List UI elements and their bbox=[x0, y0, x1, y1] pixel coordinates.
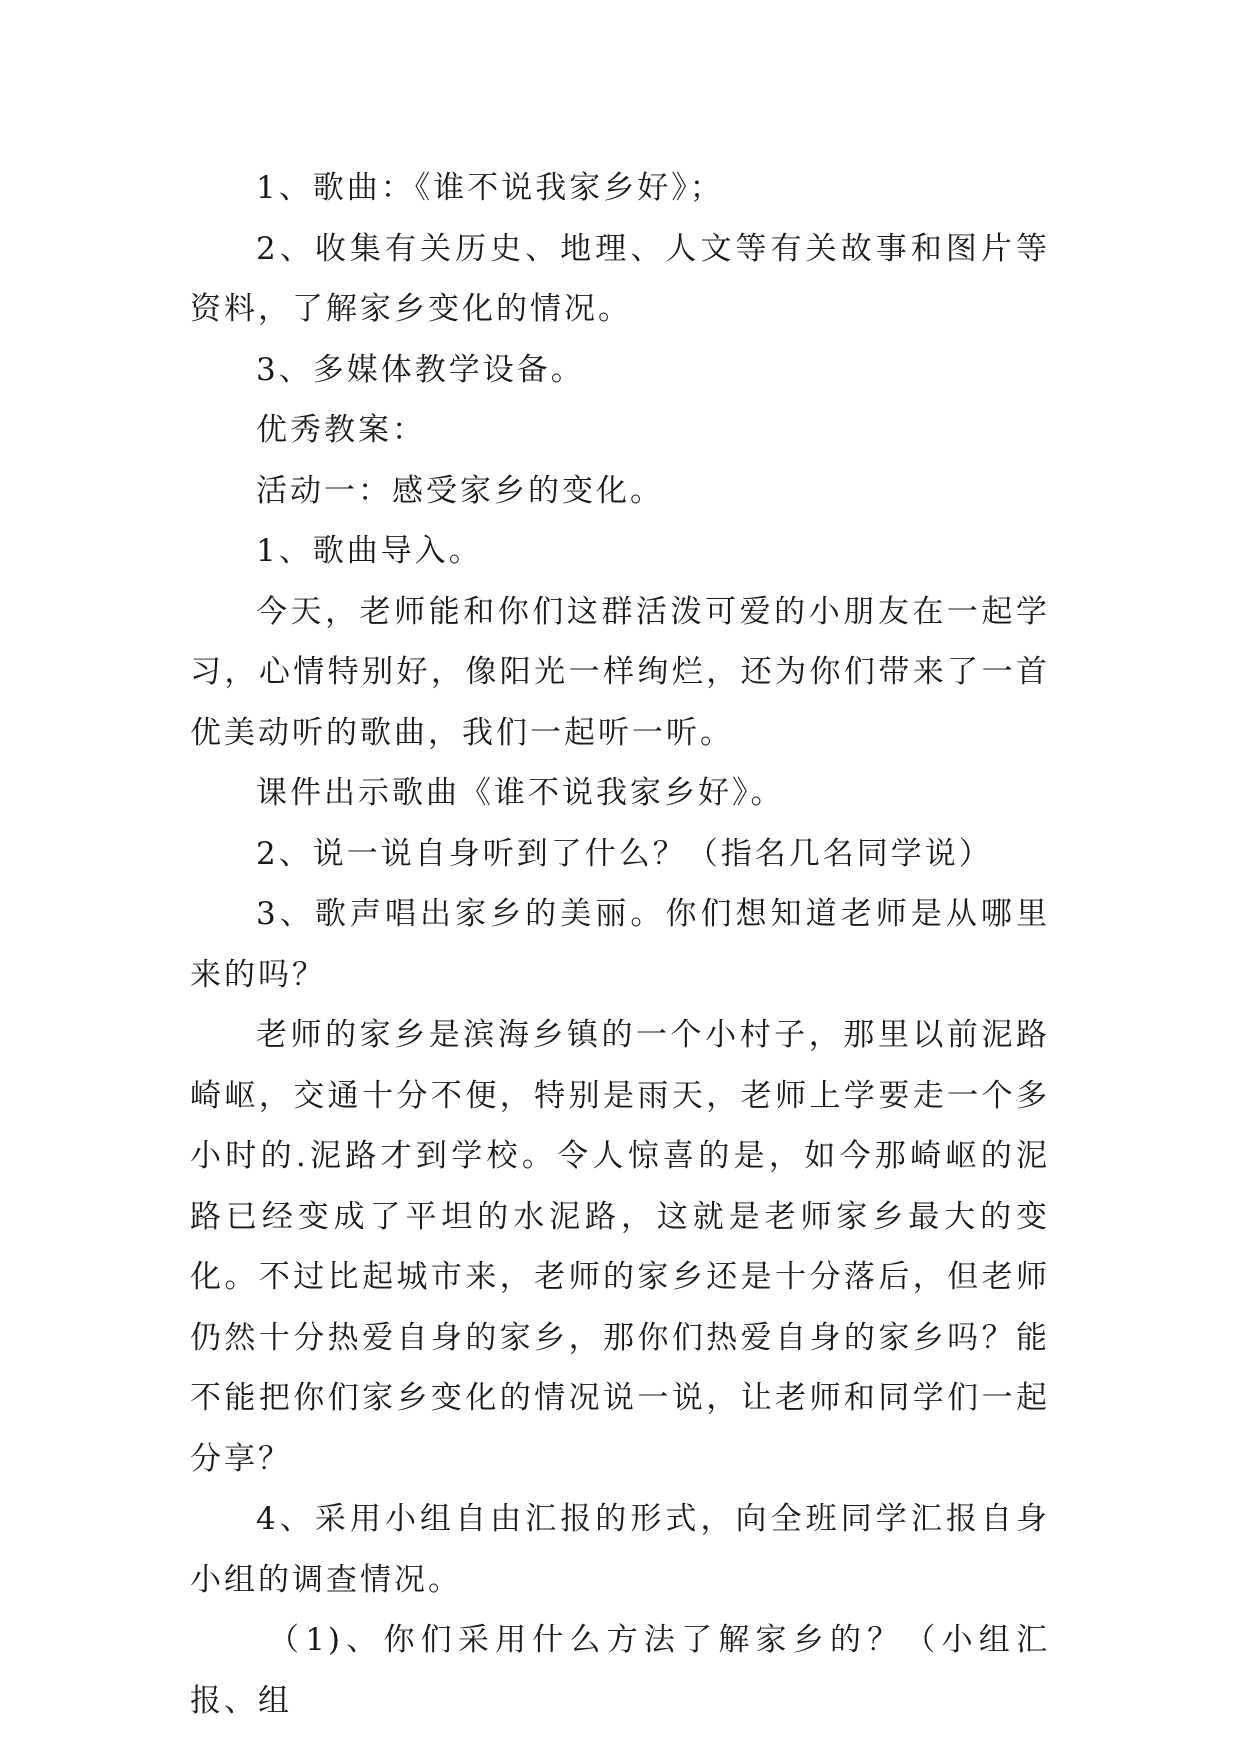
paragraph-song-intro: 1、歌曲导入。 bbox=[256, 533, 483, 569]
document-body bbox=[190, 158, 1050, 1731]
paragraph-where-from: 3、歌声唱出家乡的美丽。你们想知道老师是从哪里来的吗？ bbox=[190, 896, 1050, 993]
paragraph-song-item: 1、歌曲：《谁不说我家乡好》； bbox=[256, 170, 724, 206]
paragraph-group-report: 4、采用小组自由汇报的形式，向全班同学汇报自身小组的调查情况。 bbox=[190, 1501, 1050, 1598]
paragraph-courseware: 课件出示歌曲《谁不说我家乡好》。 bbox=[256, 775, 785, 811]
paragraph-what-heard: 2、说一说自身听到了什么？（指名几名同学说） bbox=[256, 835, 993, 872]
paragraph-multimedia: 3、多媒体教学设备。 bbox=[256, 351, 585, 388]
paragraph-today: 今天，老师能和你们这群活泼可爱的小朋友在一起学习，心情特别好，像阳光一样绚烂，还为你们带来了一首优美动听的歌曲，我们一起听一听。 bbox=[190, 593, 1050, 751]
paragraph-activity-one: 活动一：感受家乡的变化。 bbox=[256, 472, 664, 509]
paragraph-teacher-hometown: 老师的家乡是滨海乡镇的一个小村子，那里以前泥路崎岖，交通十分不便，特别是雨天，老师上学要走一个多小时的.泥路才到学校。令人惊喜的是，如今那崎岖的泥路已经变成了平坦的水泥路，这就是老师家乡最大的变化。不过比起城市来，老师的家乡还是十分落后，但老师仍然十分热爱自身的家乡，那你们热爱自身的家乡吗？能不能把你们家乡变化的情况说一说，让老师和同学们一起分享？ bbox=[190, 1017, 1050, 1477]
paragraph-collect-materials: 2、收集有关历史、地理、人文等有关故事和图片等资料，了解家乡变化的情况。 bbox=[190, 230, 1050, 327]
paragraph-excellent-plan: 优秀教案： bbox=[256, 412, 426, 448]
paragraph-method-question: （1)、你们采用什么方法了解家乡的？（小组汇报、组 bbox=[190, 1622, 1050, 1719]
